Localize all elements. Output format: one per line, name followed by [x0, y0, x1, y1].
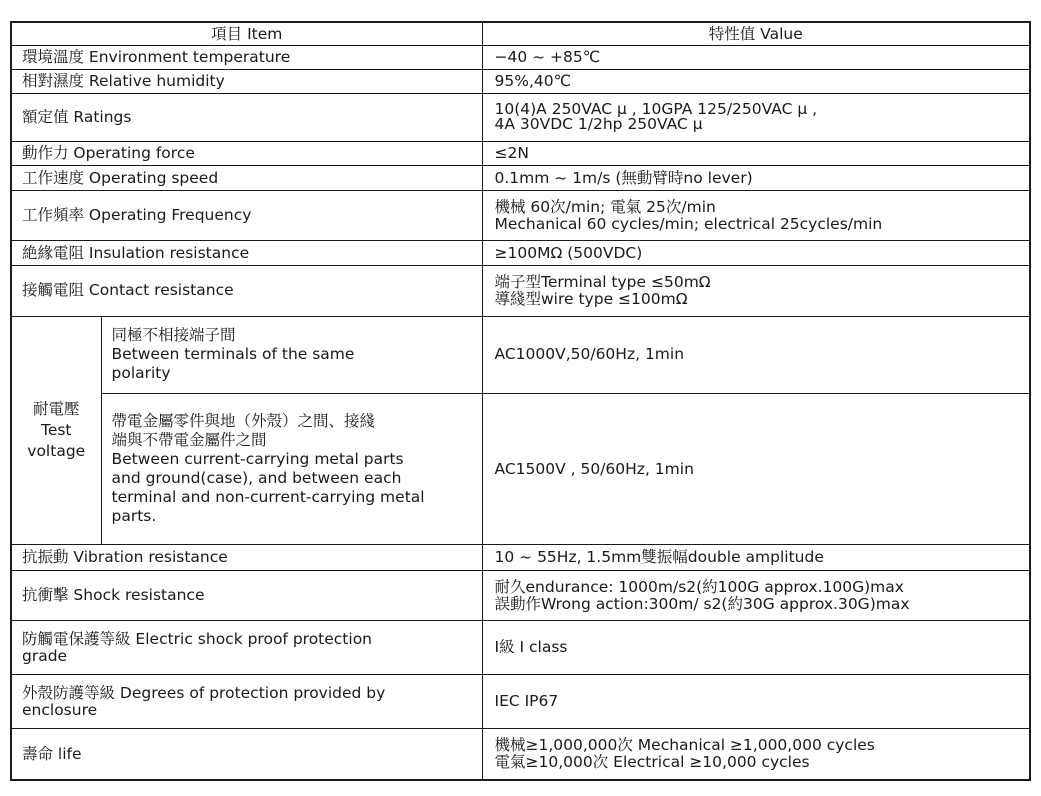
- row-item: 抗振動 Vibration resistance: [11, 545, 482, 571]
- row-value: 10 ~ 55Hz, 1.5mm雙振幅double amplitude: [482, 545, 1030, 571]
- row-value: [482, 729, 1030, 780]
- row-item: 絶緣電阻 Insulation resistance: [11, 241, 482, 266]
- table-row: [11, 729, 1030, 780]
- table-row: [11, 675, 1030, 729]
- value-line: 機械≥1,000,000次 Mechanical ≥1,000,000 cycles: [494, 736, 875, 755]
- row-value: IEC IP67: [482, 675, 1030, 729]
- value-line: 導綫型wire type ≤100mΩ: [494, 289, 688, 308]
- item-line: polarity: [111, 364, 171, 383]
- test-voltage-row: [11, 393, 1030, 545]
- value-line: 電氣≥10,000次 Electrical ≥10,000 cycles: [494, 753, 810, 772]
- item-line: terminal and non-current-carrying metal: [111, 488, 425, 507]
- row-item: 額定值 Ratings: [11, 93, 482, 141]
- value-line: 誤動作Wrong action:300m/ s2(約30G approx.30G)max: [494, 594, 910, 613]
- row-item: 壽命 life: [11, 729, 482, 780]
- item-line: 端與不帶電金屬件之間: [111, 431, 267, 450]
- row-item: 工作速度 Operating speed: [11, 166, 482, 191]
- item-line: 外殼防護等級 Degrees of protection provided by: [22, 683, 386, 702]
- spec-table: [10, 21, 1031, 781]
- table-row: [11, 46, 1030, 70]
- row-value: 0.1mm ~ 1m/s (無動臂時no lever): [482, 166, 1030, 191]
- header-item: 項目 Item: [11, 22, 482, 46]
- row-value: Ⅰ級 I class: [482, 621, 1030, 675]
- row-value: AC1000V,50/60Hz, 1min: [482, 316, 1030, 393]
- table-row: [11, 191, 1030, 241]
- table-row: [11, 93, 1030, 141]
- row-value: [482, 266, 1030, 317]
- item-line: parts.: [111, 507, 157, 526]
- value-line: 端子型Terminal type ≤50mΩ: [494, 272, 711, 291]
- row-value: AC1500V , 50/60Hz, 1min: [482, 393, 1030, 545]
- table-row: [11, 621, 1030, 675]
- table-row: [11, 266, 1030, 317]
- item-line: 防觸電保護等級 Electric shock proof protection: [22, 629, 372, 648]
- table-row: [11, 571, 1030, 621]
- item-line: Between terminals of the same: [111, 345, 355, 364]
- label-line: voltage: [27, 442, 86, 461]
- row-item: 接觸電阻 Contact resistance: [11, 266, 482, 317]
- value-line: 耐久endurance: 1000m/s2(約100G approx.100G)max: [494, 577, 904, 596]
- value-line: 機械 60次/min; 電氣 25次/min: [494, 197, 716, 216]
- row-value: 95%,40℃: [482, 70, 1030, 94]
- header-value: 特性值 Value: [482, 22, 1030, 46]
- row-value: [482, 191, 1030, 241]
- row-value: ≥100MΩ (500VDC): [482, 241, 1030, 266]
- table-row: [11, 241, 1030, 266]
- table-row: [11, 70, 1030, 94]
- item-line: grade: [22, 646, 68, 665]
- row-value: [482, 93, 1030, 141]
- row-value: −40 ~ +85℃: [482, 46, 1030, 70]
- item-line: 帶電金屬零件與地（外殼）之間、接綫: [111, 412, 376, 431]
- item-line: Between current-carrying metal parts: [111, 450, 404, 469]
- value-line: 4A 30VDC 1/2hp 250VAC μ: [494, 115, 703, 134]
- row-item: 環境溫度 Environment temperature: [11, 46, 482, 70]
- row-item: 工作頻率 Operating Frequency: [11, 191, 482, 241]
- sub-item: [101, 393, 482, 545]
- test-voltage-row: [11, 316, 1030, 393]
- row-item: [11, 675, 482, 729]
- label-line: Test: [40, 421, 72, 440]
- row-value: ≤2N: [482, 141, 1030, 166]
- value-line: 10(4)A 250VAC μ , 10GPA 125/250VAC μ ,: [494, 100, 818, 119]
- label-line: 耐電壓: [32, 400, 80, 419]
- item-line: enclosure: [22, 700, 98, 719]
- header-row: [11, 22, 1030, 46]
- value-line: Mechanical 60 cycles/min; electrical 25cycles/min: [494, 214, 883, 233]
- row-value: [482, 571, 1030, 621]
- row-item: 抗衝擊 Shock resistance: [11, 571, 482, 621]
- row-item: 相對濕度 Relative humidity: [11, 70, 482, 94]
- sub-item: [101, 316, 482, 393]
- row-item: 動作力 Operating force: [11, 141, 482, 166]
- item-line: and ground(case), and between each: [111, 469, 402, 488]
- table-row: [11, 545, 1030, 571]
- test-voltage-label: [11, 316, 101, 544]
- table-row: [11, 166, 1030, 191]
- row-item: [11, 621, 482, 675]
- item-line: 同極不相接端子間: [111, 326, 236, 345]
- table-row: [11, 141, 1030, 166]
